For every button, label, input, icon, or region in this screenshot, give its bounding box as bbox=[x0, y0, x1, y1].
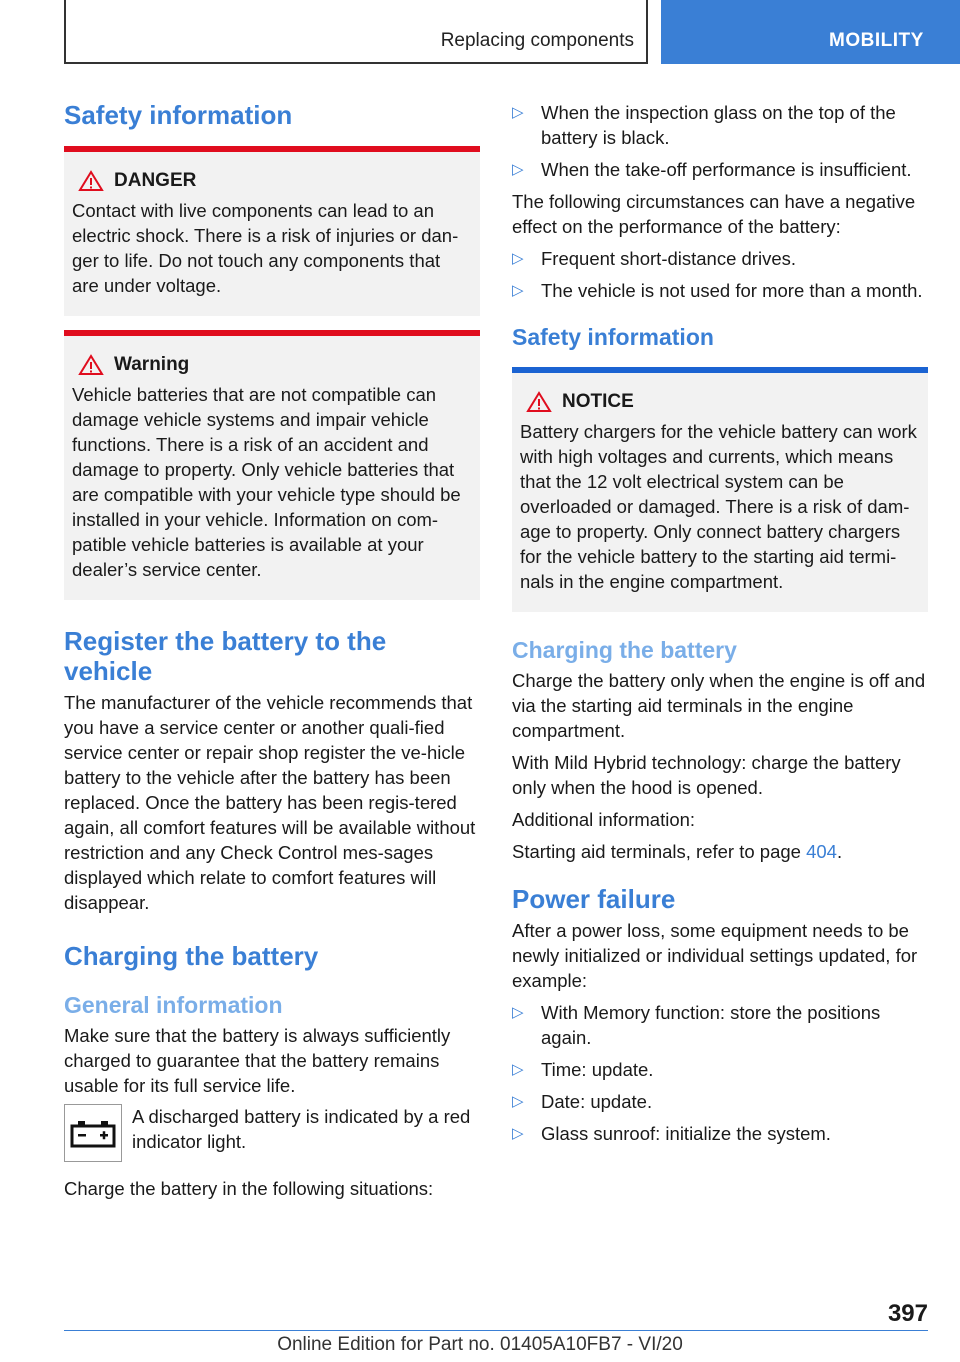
triangle-bullet-icon: ▷ bbox=[512, 104, 524, 121]
battery-icon bbox=[70, 1118, 116, 1148]
charging-text-2: With Mild Hybrid technology: charge the battery only when the hood is opened. bbox=[512, 752, 901, 798]
left-column bbox=[64, 100, 480, 1201]
right-column bbox=[512, 100, 928, 1153]
triangle-bullet-icon: ▷ bbox=[512, 250, 524, 267]
footer-edition: Online Edition for Part no. 01405A10FB7 - VI/20 bbox=[277, 1334, 683, 1355]
charging-heading: Charging the battery bbox=[64, 941, 319, 971]
header-section-title: Replacing components bbox=[440, 30, 634, 51]
list-item: ▷ Glass sunroof: initialize the system. bbox=[512, 1123, 831, 1144]
power-failure-heading: Power failure bbox=[512, 884, 676, 914]
notice-text: Battery chargers for the vehicle battery can work with high voltages and currents, which means that the 12 volt electrical system can be overloaded or damaged. There is a risk of dam-age to property. Only connect battery chargers for the vehicle battery to the starting aid termi-nals in the engine compartment. bbox=[520, 421, 917, 592]
list-item: ▷ When the take-off performance is insufficient. bbox=[512, 159, 912, 180]
header-chapter-title: MOBILITY bbox=[829, 30, 924, 51]
triangle-bullet-icon: ▷ bbox=[512, 1093, 524, 1110]
list-item: ▷ Date: update. bbox=[512, 1091, 653, 1112]
list-item: ▷ With Memory function: store the positions again. bbox=[512, 1002, 881, 1048]
notice-box bbox=[512, 367, 928, 612]
safety-heading: Safety information bbox=[64, 100, 293, 130]
additional-label: Additional information: bbox=[512, 809, 696, 830]
charging-heading-right: Charging the battery bbox=[512, 637, 737, 663]
triangle-bullet-icon: ▷ bbox=[512, 1061, 524, 1078]
footer-divider bbox=[64, 1330, 928, 1331]
register-text: The manufacturer of the vehicle recommends that you have a service center or another quali-fied service center or repair shop register the ve-hicle battery to the vehicle after the battery has been replaced. Once the battery has been regis-tered again, all comfort features will be available without restriction and any Check Control mes-sages displayed which relate to comfort features will disappear. bbox=[64, 692, 476, 913]
page-number: 397 bbox=[887, 1300, 928, 1327]
warning-triangle-icon bbox=[78, 354, 104, 376]
warning-triangle-icon bbox=[78, 170, 104, 192]
list-item: ▷ Time: update. bbox=[512, 1059, 654, 1080]
warning-triangle-icon bbox=[526, 391, 552, 413]
charging-text-1: Charge the battery only when the engine is off and via the starting aid terminals in the engine compartment. bbox=[512, 670, 926, 741]
triangle-bullet-icon: ▷ bbox=[512, 161, 524, 178]
power-text: After a power loss, some equipment needs to be newly initialized or individual settings updated, for example: bbox=[512, 920, 918, 991]
general-text: Make sure that the battery is always sufficiently charged to guarantee that the battery remains usable for its full service life. bbox=[64, 1025, 451, 1096]
general-heading: General information bbox=[64, 992, 283, 1018]
header-chapter-tab bbox=[661, 0, 960, 64]
situations-text: Charge the battery in the following situations: bbox=[64, 1178, 434, 1199]
danger-box bbox=[64, 146, 480, 316]
list-item: ▷ Frequent short-distance drives. bbox=[512, 248, 797, 269]
notice-label: NOTICE bbox=[562, 391, 634, 412]
page-reference-link[interactable]: 404 bbox=[806, 841, 837, 862]
warning-label: Warning bbox=[114, 354, 190, 375]
danger-label: DANGER bbox=[114, 170, 197, 191]
triangle-bullet-icon: ▷ bbox=[512, 282, 524, 299]
list-item: ▷ The vehicle is not used for more than a month. bbox=[512, 280, 923, 301]
negative-text: The following circumstances can have a negative effect on the performance of the battery: bbox=[512, 191, 916, 237]
danger-text: Contact with live components can lead to an electric shock. There is a risk of injuries or dan-ger to life. Do not touch any components that are under voltage. bbox=[72, 200, 459, 296]
triangle-bullet-icon: ▷ bbox=[512, 1004, 524, 1021]
indicator-row bbox=[64, 1104, 480, 1162]
header-section-tab bbox=[64, 0, 648, 64]
register-heading: Register the battery to the vehicle bbox=[64, 626, 387, 686]
power-list bbox=[512, 1000, 928, 1146]
reference-line: Starting aid terminals, refer to page 404. bbox=[512, 841, 843, 862]
battery-indicator bbox=[64, 1104, 122, 1162]
situations-list bbox=[512, 100, 928, 182]
triangle-bullet-icon: ▷ bbox=[512, 1125, 524, 1142]
warning-text: Vehicle batteries that are not compatible can damage vehicle systems and impair vehicle functions. There is a risk of an accident and damage to property. Only vehicle batteries that are compatible with your vehicle type should be installed in your vehicle. Information on com-patible vehicle batteries is available at your dealer’s service center. bbox=[72, 384, 461, 580]
safety-heading-right: Safety information bbox=[512, 324, 714, 350]
list-item: ▷ When the inspection glass on the top of the battery is black. bbox=[512, 102, 896, 148]
warning-box bbox=[64, 330, 480, 600]
indicator-text: A discharged battery is indicated by a red indicator light. bbox=[132, 1106, 471, 1152]
negative-list bbox=[512, 246, 928, 303]
